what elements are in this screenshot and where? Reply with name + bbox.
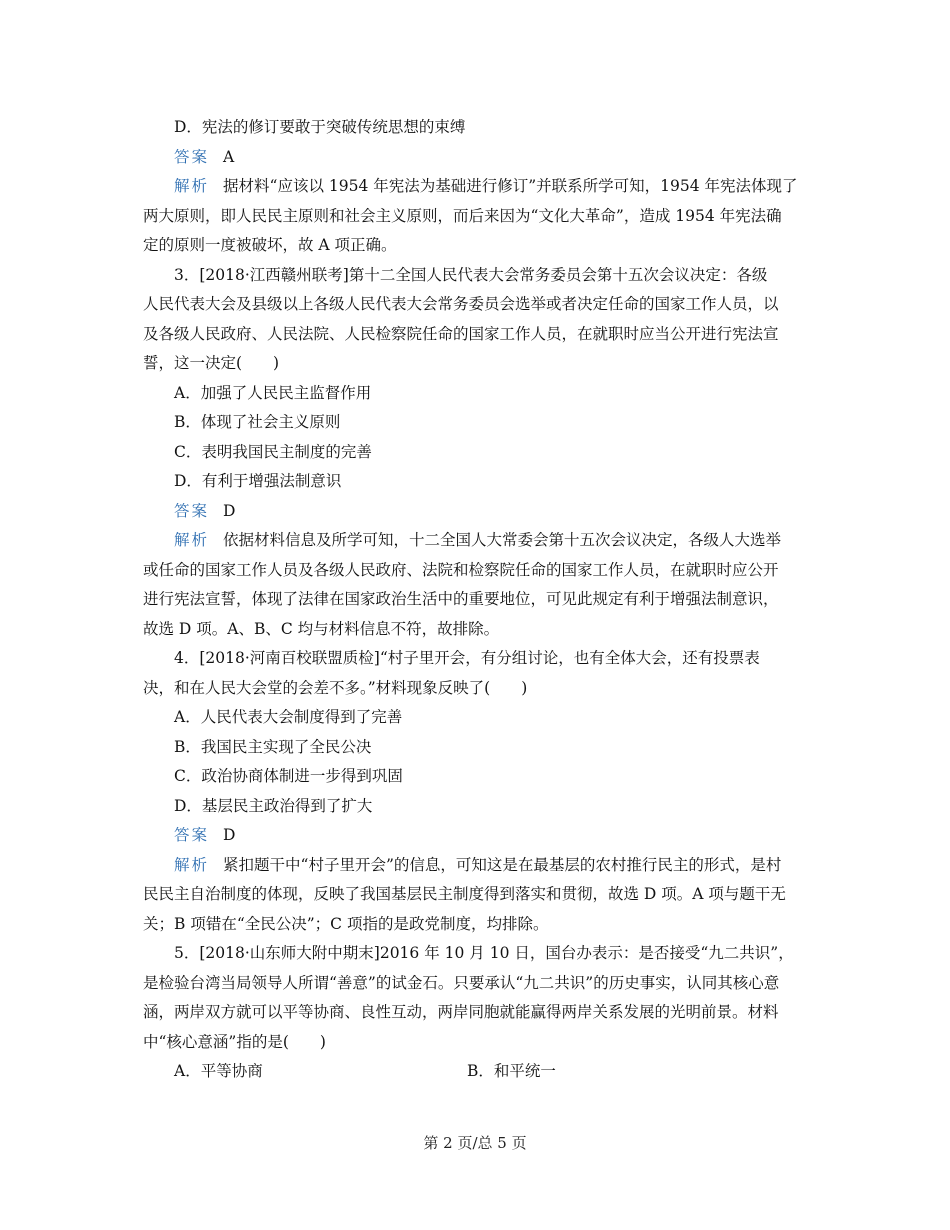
page-number-footer: 第 2 页/总 5 页 — [423, 1134, 527, 1152]
q3-analysis-line-4: 故选 D 项。A、B、C 均与材料信息不符，故排除。 — [143, 619, 500, 638]
analysis-label: 解析 — [174, 531, 210, 549]
q5-option-b: B．和平统一 — [467, 1062, 556, 1080]
q5-option-a: A．平等协商 — [174, 1062, 263, 1080]
q4-option-c: C．政治协商体制进一步得到巩固 — [174, 767, 403, 785]
q4-answer — [143, 821, 810, 851]
analysis-text: 紧扣题干中“村子里开会”的信息，可知这是在最基层的农村推行民主的形式，是村 — [223, 855, 782, 874]
q3-analysis-line-3: 进行宪法宣誓，体现了法律在国家政治生活中的重要地位，可见此规定有利于增强法制意识， — [143, 590, 779, 608]
analysis-text: 依据材料信息及所学可知，十二全国人大常委会第十五次会议决定，各级人大选举 — [223, 531, 782, 549]
q4-analysis-line-2: 民民主自治制度的体现，反映了我国基层民主制度得到落实和贯彻，故选 D 项。A 项与题干无 — [143, 885, 786, 903]
q3-stem-line-3: 及各级人民政府、人民法院、人民检察院任命的国家工作人员，在就职时应当公开进行宪法宣 — [143, 324, 779, 343]
q4-stem-line-1: 4．[2018·河南百校联盟质检]“村子里开会，有分组讨论，也有全体大会，还有投票表 — [174, 649, 760, 667]
q4-analysis-line-3: 关；B 项错在“全民公决”；C 项指的是政党制度，均排除。 — [143, 914, 549, 933]
analysis-text: 据材料“应该以 1954 年宪法为基础进行修订”并联系所学可知，1954 年宪法体现了 — [223, 177, 798, 195]
q2-analysis-line-1 — [143, 172, 810, 202]
q3-option-d: D．有利于增强法制意识 — [174, 472, 342, 490]
q5-stem-line-4: 中“核心意涵”指的是( ) — [143, 1032, 326, 1051]
q4-option-d: D．基层民主政治得到了扩大 — [174, 796, 373, 815]
q2-answer — [143, 143, 810, 173]
q3-analysis-line-1 — [143, 526, 810, 556]
analysis-label: 解析 — [174, 177, 210, 195]
answer-label: 答案 — [174, 147, 210, 166]
q5-options-row — [143, 1057, 810, 1087]
q3-option-a: A．加强了人民民主监督作用 — [174, 383, 372, 402]
q3-option-c: C．表明我国民主制度的完善 — [174, 442, 372, 461]
q4-stem-line-2: 决，和在人民大会堂的会差不多。”材料现象反映了( ) — [143, 678, 528, 697]
q3-stem-line-1: 3．[2018·江西赣州联考]第十二全国人民代表大会常务委员会第十五次会议决定：各级 — [174, 265, 768, 284]
q4-option-a: A．人民代表大会制度得到了完善 — [174, 708, 403, 726]
q2-analysis-line-3: 定的原则一度被破坏，故 A 项正确。 — [143, 236, 397, 254]
q4-option-b: B．我国民主实现了全民公决 — [174, 737, 372, 756]
q4-analysis-line-1 — [143, 851, 810, 881]
q2-option-d: D．宪法的修订要敢于突破传统思想的束缚 — [174, 118, 466, 136]
q3-stem-line-4: 誓，这一决定( ) — [143, 354, 280, 372]
q2-analysis-line-2: 两大原则，即人民民主原则和社会主义原则，而后来因为“文化大革命”，造成 1954 年宪法确 — [143, 206, 782, 225]
answer-value: A — [223, 147, 235, 166]
q3-answer — [143, 497, 810, 527]
q3-option-b: B．体现了社会主义原则 — [174, 413, 341, 431]
q3-analysis-line-2: 或任命的国家工作人员及各级人民政府、法院和检察院任命的国家工作人员，在就职时应公开 — [143, 560, 779, 579]
q5-stem-line-2: 是检验台湾当局领导人所谓“善意”的试金石。只要承认“九二共识”的历史事实，认同其核心意 — [143, 973, 780, 992]
analysis-label: 解析 — [174, 855, 210, 874]
q5-stem-line-3: 涵，两岸双方就可以平等协商、良性互动，两岸同胞就能赢得两岸关系发展的光明前景。材料 — [143, 1003, 779, 1021]
answer-value: D — [223, 826, 236, 844]
answer-value: D — [223, 501, 236, 520]
q5-stem-line-1: 5．[2018·山东师大附中期末]2016 年 10 月 10 日，国台办表示：是否接受“九二共识”， — [174, 944, 794, 962]
answer-label: 答案 — [174, 501, 210, 520]
answer-label: 答案 — [174, 826, 210, 844]
page-content — [143, 113, 810, 1087]
q3-stem-line-2: 人民代表大会及县级以上各级人民代表大会常务委员会选举或者决定任命的国家工作人员，以 — [143, 295, 779, 313]
